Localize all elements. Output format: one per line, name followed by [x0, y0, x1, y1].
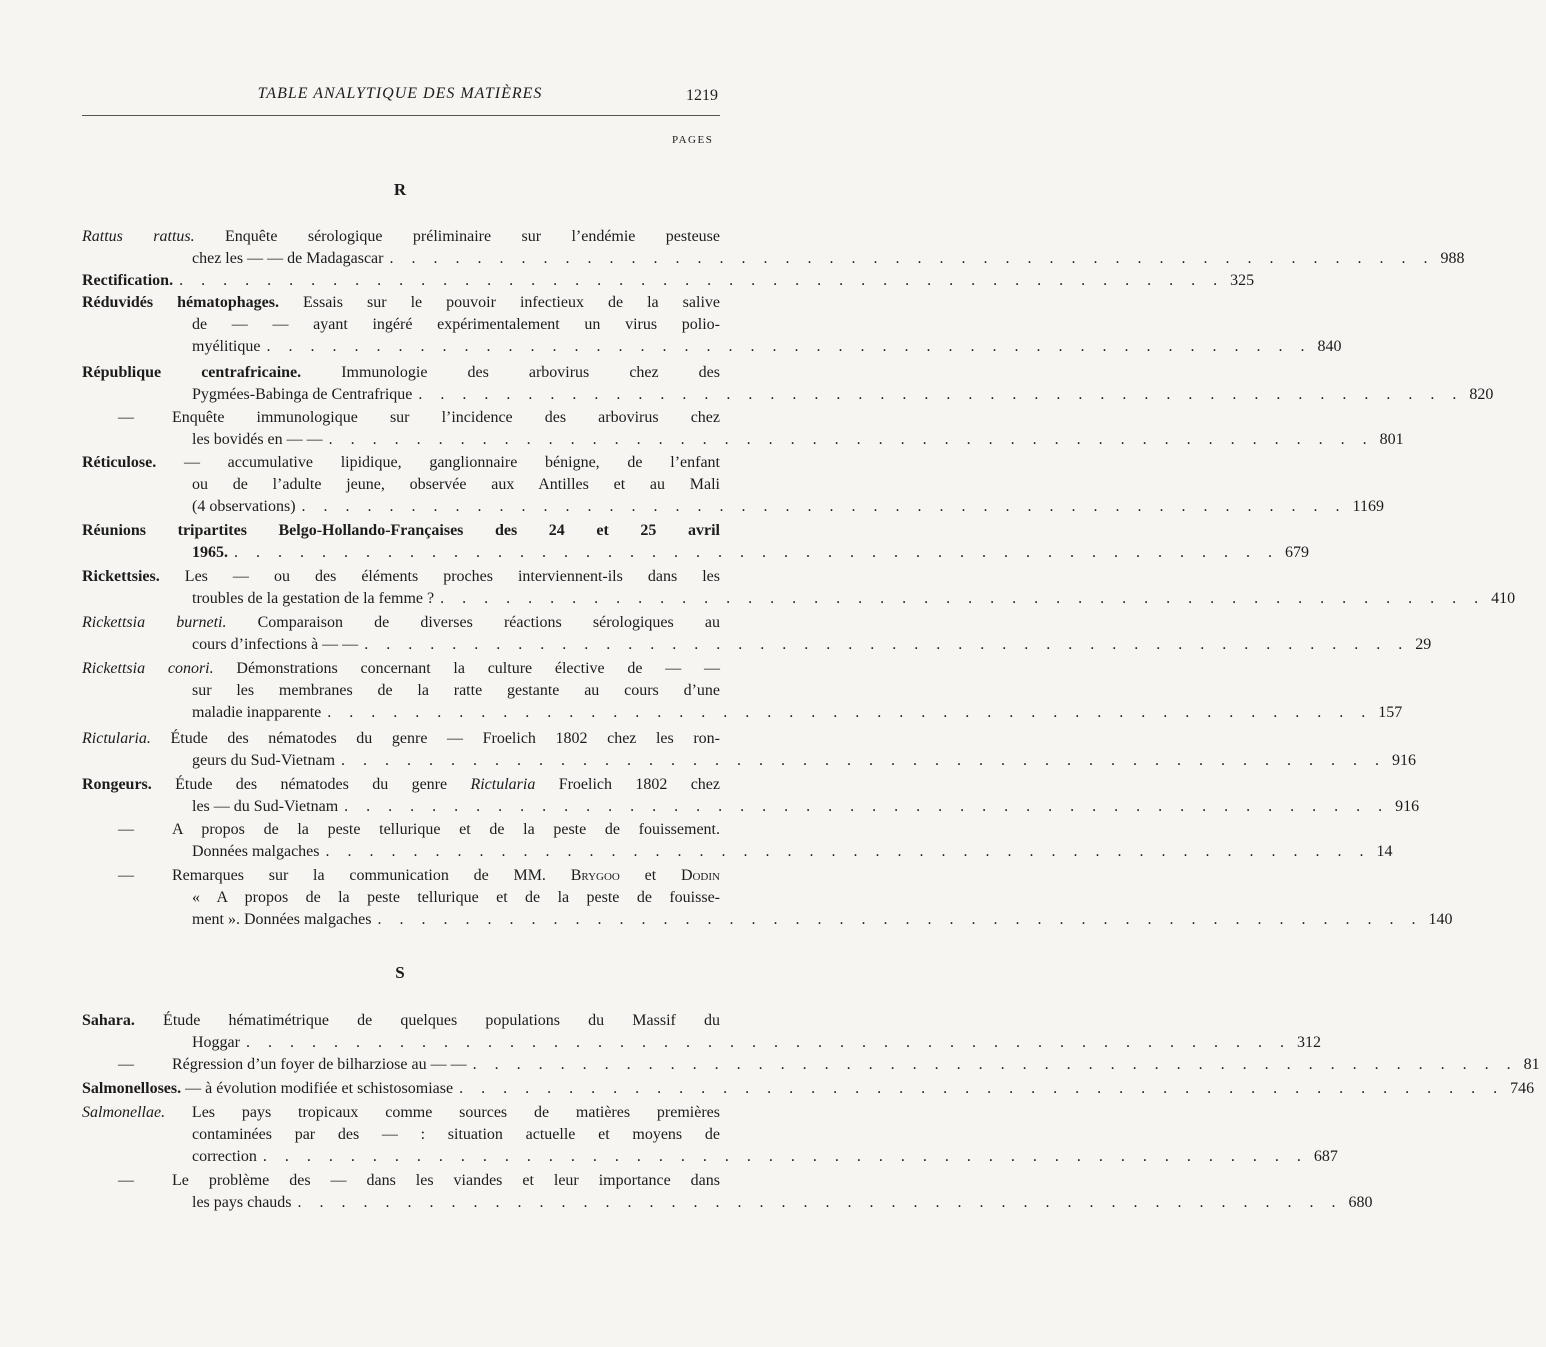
entry-term: Réunions tripartites Belgo-Hollando-Françaises des 24 et 25 avril	[82, 522, 720, 539]
index-entry-republique-centrafricaine: République centrafricaine. Immunologie des arbovirus chez des Pygmées-Babinga de Centrafrique . . . . . . . . . . . . . . . . . . . . . . . . . . . . . . . . . . . . . . . . . . . . . . . . 820	[82, 362, 720, 406]
index-subentry-rongeurs-2: — Remarques sur la communication de MM. Brygoo et Dodin « A propos de la peste tellurique et de la peste de fouisse- ment ». Données malgaches . . . . . . . . . . . . . . . . . . . . . . . . . . . . . . . . . . . . . . . . . . . . . . . . 140	[82, 865, 720, 931]
entry-term: Rattus rattus.	[82, 228, 195, 245]
entry-term: Réduvidés hématophages.	[82, 294, 279, 311]
page-ref: 29	[1415, 636, 1432, 653]
index-entry-reticulose: Réticulose. — accumulative lipidique, ganglionnaire bénigne, de l’enfant ou de l’adulte jeune, observée aux Antilles et au Mali (4 observations) . . . . . . . . . . . . . . . . . . . . . . . . . . . . . . . . . . . . . . . . . . . . . . . . 1169	[82, 452, 720, 518]
section-letter-r: R	[393, 180, 407, 199]
index-subentry-rongeurs-1: — A propos de la peste tellurique et de la peste de fouissement. Données malgaches . . . . . . . . . . . . . . . . . . . . . . . . . . . . . . . . . . . . . . . . . . . . . . . . 14	[82, 819, 720, 863]
entry-term: Salmonellae.	[82, 1104, 166, 1121]
entry-term: Rectification.	[82, 272, 174, 289]
page-ref: 81	[1523, 1056, 1540, 1073]
page-ref: 680	[1348, 1194, 1373, 1211]
page-ref: 687	[1313, 1148, 1338, 1165]
pages-column-label: PAGES	[672, 134, 714, 146]
page-number: 1219	[686, 87, 718, 104]
page-ref: 157	[1378, 704, 1403, 721]
index-entry-reunions-tripartites: Réunions tripartites Belgo-Hollando-Françaises des 24 et 25 avril 1965. . . . . . . . . . . . . . . . . . . . . . . . . . . . . . . . . . . . . . . . . . . . . . . . . 679	[82, 520, 720, 564]
header-rule	[82, 115, 720, 116]
page-header-title: TABLE ANALYTIQUE DES MATIÈRES	[257, 85, 543, 102]
index-entry-rectification: Rectification. . . . . . . . . . . . . . . . . . . . . . . . . . . . . . . . . . . . . . . . . . . . . . . . . 325	[82, 270, 720, 292]
index-subentry-republique: — Enquête immunologique sur l’incidence des arbovirus chez les bovidés en — — . . . . . . . . . . . . . . . . . . . . . . . . . . . . . . . . . . . . . . . . . . . . . . . . 801	[82, 407, 720, 451]
index-entry-reduvides: Réduvidés hématophages. Essais sur le pouvoir infectieux de la salive de — — ayant ingéré expérimentalement un virus polio- myélitique . . . . . . . . . . . . . . . . . . . . . . . . . . . . . . . . . . . . . . . . . . . . . . . . 840	[82, 292, 720, 358]
page-ref: 325	[1230, 272, 1255, 289]
page-ref: 746	[1510, 1080, 1535, 1097]
page-ref: 679	[1285, 544, 1309, 561]
page-ref: 916	[1395, 798, 1420, 815]
page-ref: 312	[1296, 1034, 1321, 1051]
index-entry-salmonellae: Salmonellae. Les pays tropicaux comme sources de matières premières contaminées par des — : situation actuelle et moyens de correction . . . . . . . . . . . . . . . . . . . . . . . . . . . . . . . . . . . . . . . . . . . . . . . . 687	[82, 1102, 720, 1168]
index-subentry-salmonellae: — Le problème des — dans les viandes et leur importance dans les pays chauds . . . . . . . . . . . . . . . . . . . . . . . . . . . . . . . . . . . . . . . . . . . . . . . . 680	[82, 1170, 720, 1214]
page-ref: 820	[1469, 386, 1494, 403]
page-ref: 410	[1491, 590, 1516, 607]
page-ref: 916	[1392, 752, 1417, 769]
index-entry-rickettsia-burneti: Rickettsia burneti. Comparaison de diverses réactions sérologiques au cours d’infections à — — . . . . . . . . . . . . . . . . . . . . . . . . . . . . . . . . . . . . . . . . . . . . . . . . 29	[82, 612, 720, 656]
entry-term: Réticulose.	[82, 454, 157, 471]
page-ref: 801	[1379, 431, 1404, 448]
index-subentry-sahara: — Régression d’un foyer de bilharziose au — — . . . . . . . . . . . . . . . . . . . . . . . . . . . . . . . . . . . . . . . . . . . . . . . . 81	[82, 1054, 720, 1076]
index-entry-rattus-rattus: Rattus rattus. Enquête sérologique préliminaire sur l’endémie pesteuse chez les — — de Madagascar . . . . . . . . . . . . . . . . . . . . . . . . . . . . . . . . . . . . . . . . . . . . . . . . 988	[82, 226, 720, 270]
entry-term: République centrafricaine.	[82, 364, 302, 381]
entry-term: Rickettsia burneti.	[82, 614, 227, 631]
entry-term: Sahara.	[82, 1012, 135, 1029]
index-entry-rictularia: Rictularia. Étude des nématodes du genre — Froelich 1802 chez les ron- geurs du Sud-Vietnam . . . . . . . . . . . . . . . . . . . . . . . . . . . . . . . . . . . . . . . . . . . . . . . . 916	[82, 728, 720, 772]
page-ref: 840	[1317, 338, 1342, 355]
index-entry-salmonelloses: Salmonelloses. — à évolution modifiée et schistosomiase . . . . . . . . . . . . . . . . . . . . . . . . . . . . . . . . . . . . . . . . . . . . . . . . 746	[82, 1078, 720, 1100]
entry-term: Rictularia.	[82, 730, 151, 747]
entry-term: Rongeurs.	[82, 776, 152, 793]
index-entry-rongeurs: Rongeurs. Étude des nématodes du genre Rictularia Froelich 1802 chez les — du Sud-Vietnam . . . . . . . . . . . . . . . . . . . . . . . . . . . . . . . . . . . . . . . . . . . . . . . . 916	[82, 774, 720, 818]
page-ref: 988	[1440, 250, 1465, 267]
page-ref: 14	[1376, 843, 1393, 860]
index-entry-rickettsies: Rickettsies. Les — ou des éléments proches interviennent-ils dans les troubles de la gestation de la femme ? . . . . . . . . . . . . . . . . . . . . . . . . . . . . . . . . . . . . . . . . . . . . . . . . 410	[82, 566, 720, 610]
index-entry-sahara: Sahara. Étude hématimétrique de quelques populations du Massif du Hoggar . . . . . . . . . . . . . . . . . . . . . . . . . . . . . . . . . . . . . . . . . . . . . . . . 312	[82, 1010, 720, 1054]
page-ref: 140	[1428, 911, 1453, 928]
entry-term: Salmonelloses.	[82, 1080, 182, 1097]
page-ref: 1169	[1352, 498, 1384, 515]
entry-term: Rickettsies.	[82, 568, 160, 585]
index-entry-rickettsia-conori: Rickettsia conori. Démonstrations concernant la culture élective de — — sur les membranes de la ratte gestante au cours d’une maladie inapparente . . . . . . . . . . . . . . . . . . . . . . . . . . . . . . . . . . . . . . . . . . . . . . . . 157	[82, 658, 720, 724]
section-letter-s: S	[395, 963, 405, 982]
entry-term: Rickettsia conori.	[82, 660, 214, 677]
